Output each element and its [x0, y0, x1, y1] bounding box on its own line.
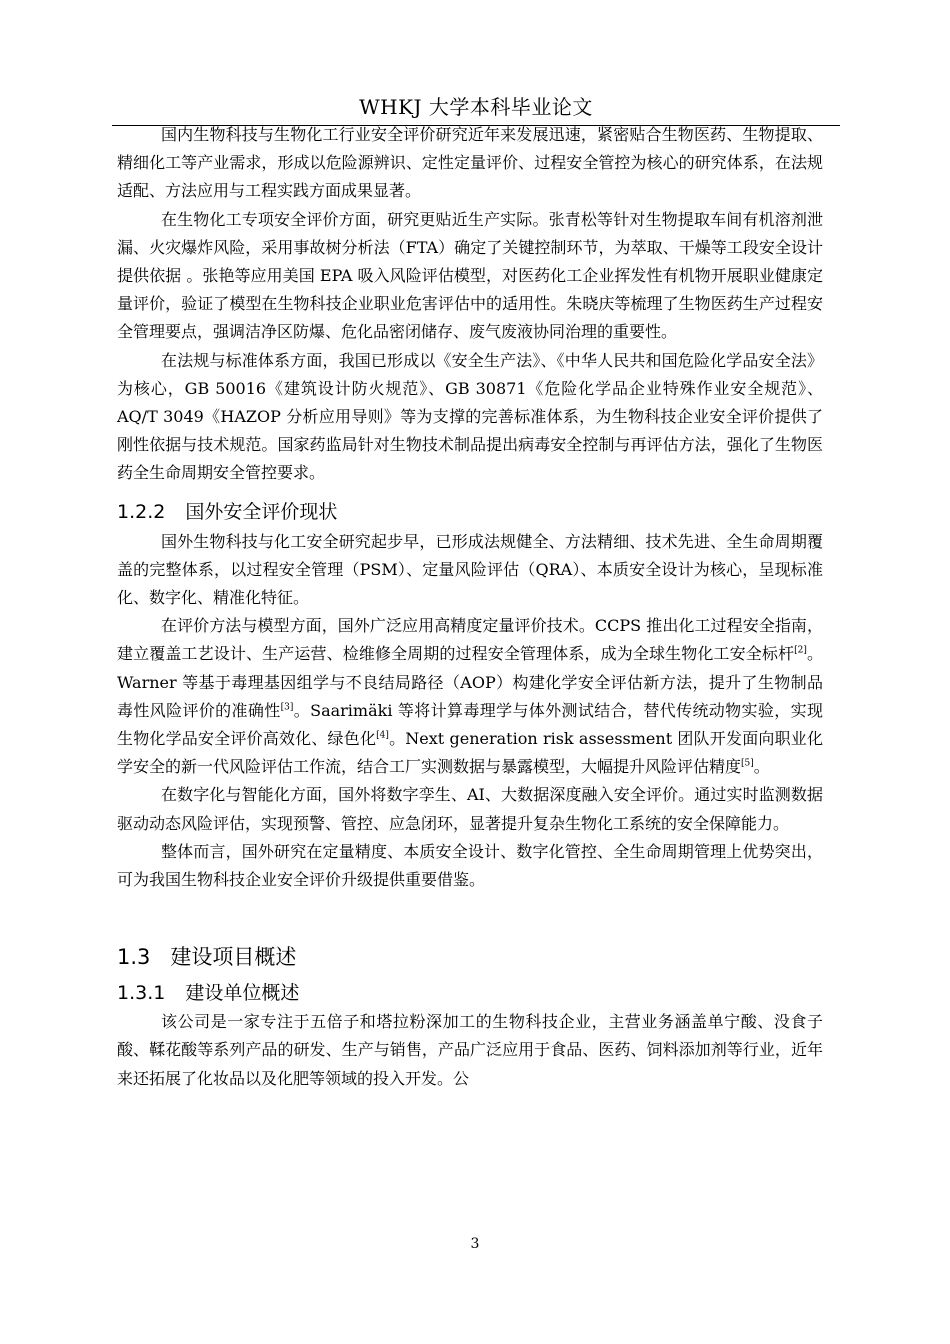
paragraph-with-citations — [117, 612, 823, 781]
citation-ref: [4] — [376, 730, 389, 741]
section-heading-1-3-1 — [117, 978, 823, 1008]
text-run: 在评价方法与模型方面，国外广泛应用高精度定量评价技术。CCPS 推出化工过程安全指南，建立覆盖工艺设计、生产运营、检维修全周期的过程安全管理体系，成为全球生物化工安全标杆 — [117, 616, 823, 664]
section-title: 国外安全评价现状 — [185, 500, 338, 523]
text-run: 。 — [753, 757, 770, 777]
citation-ref: [3] — [280, 702, 294, 713]
paragraph: 在生物化工专项安全评价方面，研究更贴近生产实际。张青松等针对生物提取车间有机溶剂泄漏、火灾爆炸风险，采用事故树分析法（FTA）确定了关键控制环节，为萃取、干燥等工段安全设计提供依据 。张艳等应用美国 EPA 吸入风险评估模型，对医药化工企业挥发性有机物开展职业健康定量评价，验证了模型在生物科技企业职业危害评估中的适用性。朱晓庆等梳理了生物医药生产过程安全管理要点，强调洁净区防爆、危化品密闭储存、废气废液协同治理的重要性。 — [117, 209, 823, 342]
paragraph: 整体而言，国外研究在定量精度、本质安全设计、数字化管控、全生命周期管理上优势突出，可为我国生物科技企业安全评价升级提供重要借鉴。 — [117, 841, 823, 890]
paragraph: 在数字化与智能化方面，国外将数字孪生、AI、大数据深度融入安全评价。通过实时监测数据驱动动态风险评估，实现预警、管控、应急闭环，显著提升复杂生物化工系统的安全保障能力。 — [117, 785, 823, 833]
text-run: 。Warner 等基于毒理基因组学与不良结局路径（AOP）构建化学安全评估新方法，提升了生物制品毒性风险评价的准确性 — [117, 644, 823, 720]
section-heading-1-2-2 — [117, 496, 823, 528]
paragraph: 国内生物科技与生物化工行业安全评价研究近年来发展迅速，紧密贴合生物医药、生物提取、精细化工等产业需求，形成以危险源辨识、定性定量评价、过程安全管控为核心的研究体系，在法规适配、方法应用与工程实践方面成果显著。 — [117, 125, 823, 201]
document-body — [117, 121, 823, 1093]
paragraph: 该公司是一家专注于五倍子和塔拉粉深加工的生物科技企业，主营业务涵盖单宁酸、没食子酸、鞣花酸等系列产品的研发、生产与销售，产品广泛应用于食品、医药、饲料添加剂等行业，近年来还拓展了化妆品以及化肥等领域的投入开发。公 — [117, 1012, 823, 1088]
section-number: 1.3.1 — [117, 982, 166, 1005]
section-number: 1.3 — [117, 945, 151, 970]
text-run: 。Saarimäki 等将计算毒理学与体外测试结合，替代传统动物实验，实现生物化学品安全评价高效化、绿色化 — [117, 700, 823, 749]
section-heading-1-3 — [117, 940, 823, 974]
section-title: 建设单位概述 — [185, 982, 300, 1005]
citation-ref: [5] — [741, 758, 754, 769]
text-run: 。Next generation risk assessment 团队开发面向职业化学安全的新一代风险评估工作流，结合工厂实测数据与暴露模型，大幅提升风险评估精度 — [117, 729, 823, 777]
citation-ref: [2] — [794, 646, 807, 657]
section-number: 1.2.2 — [117, 500, 166, 523]
section-title: 建设项目概述 — [170, 945, 297, 970]
paragraph: 国外生物科技与化工安全研究起步早，已形成法规健全、方法精细、技术先进、全生命周期覆盖的完整体系，以过程安全管理（PSM）、定量风险评估（QRA）、本质安全设计为核心，呈现标准化、数字化、精准化特征。 — [117, 531, 823, 608]
page-number: 3 — [470, 1236, 480, 1252]
paragraph: 在法规与标准体系方面，我国已形成以《安全生产法》、《中华人民共和国危险化学品安全法》为核心，GB 50016《建筑设计防火规范》、GB 30871《危险化学品企业特殊作业安全规范》、AQ/T 3049《HAZOP 分析应用导则》等为支撑的完善标准体系，为生物科技企业安全评价提供了刚性依据与技术规范。国家药监局针对生物技术制品提出病毒安全控制与再评估方法，强化了生物医药全生命周期安全管控要求。 — [117, 350, 823, 483]
header-title: WHKJ 大学本科毕业论文 — [359, 95, 593, 119]
